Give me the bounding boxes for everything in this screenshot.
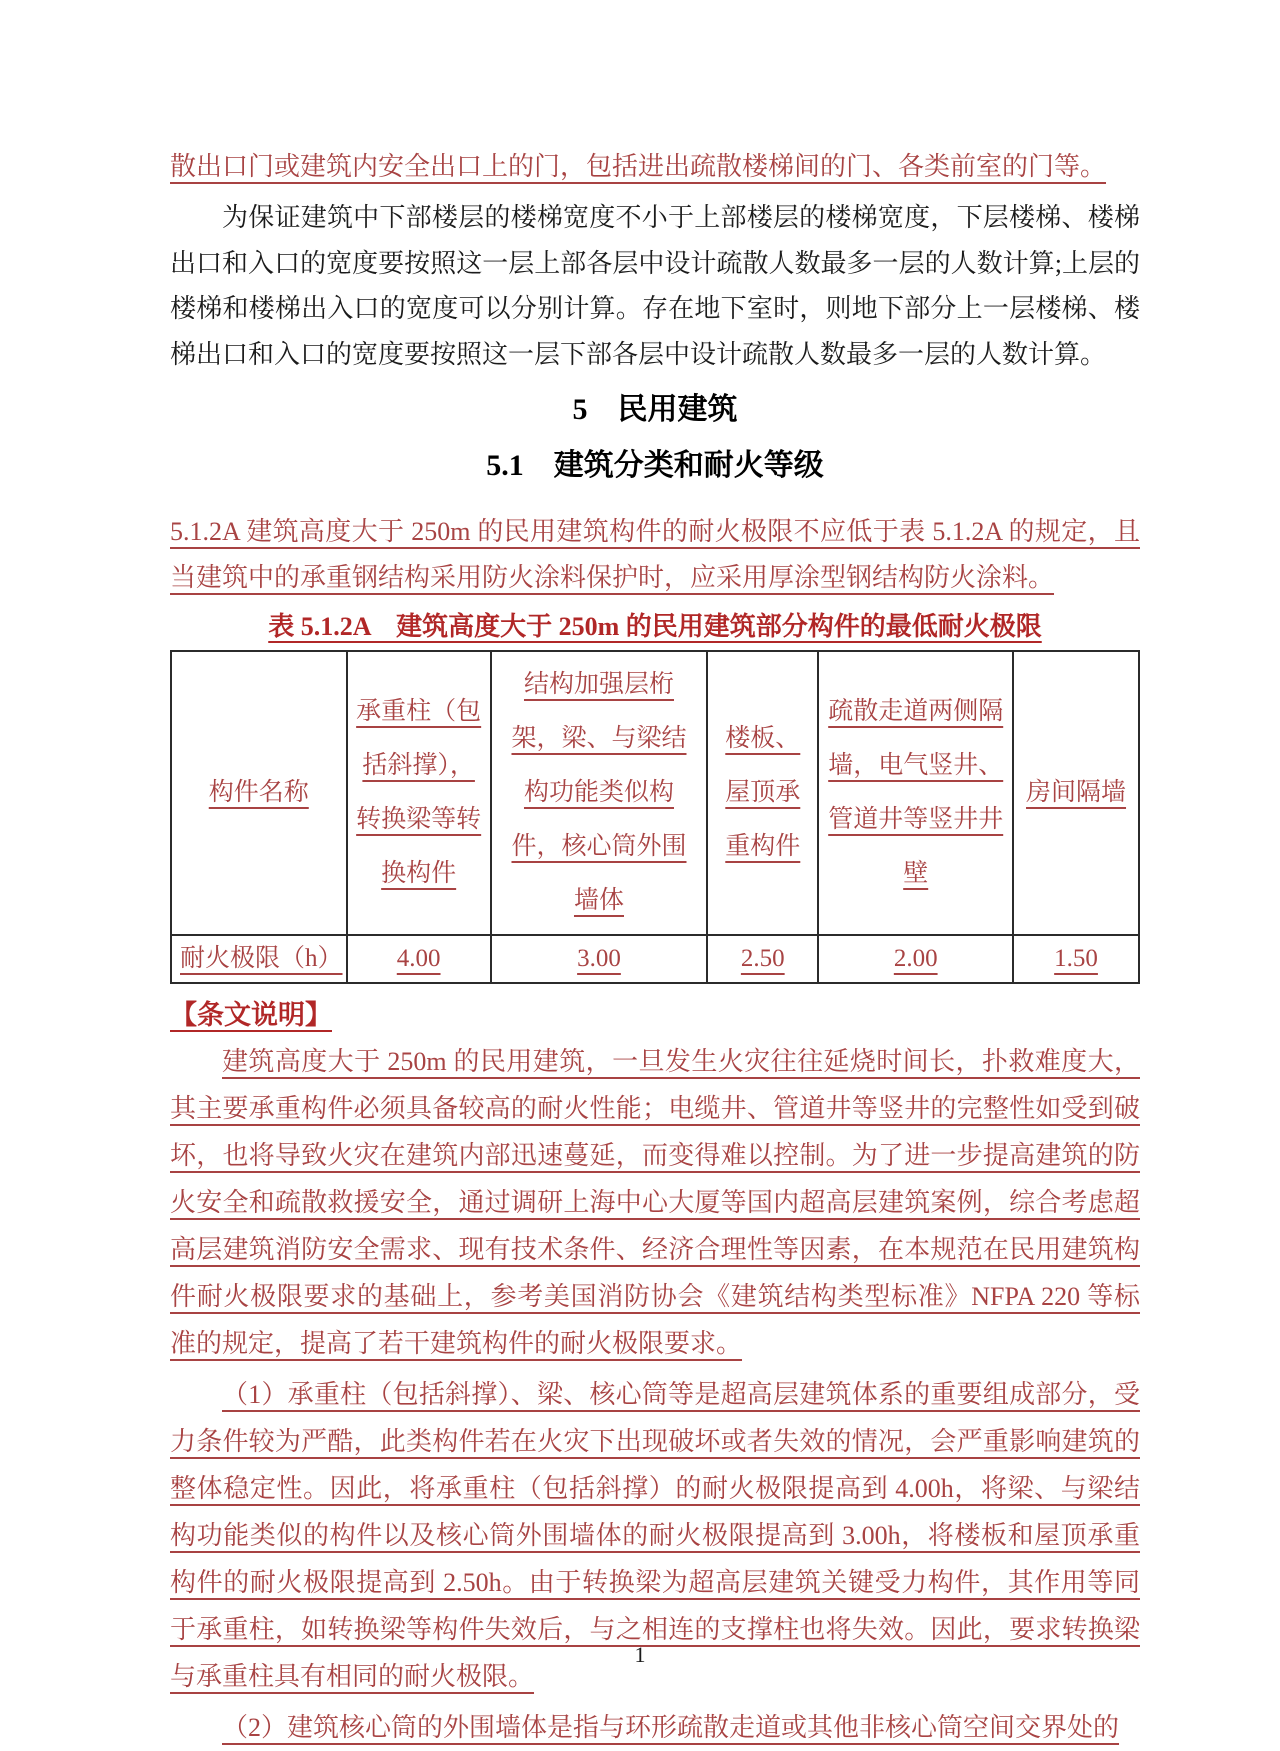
fire-limit-value-cell	[491, 935, 707, 983]
header-component-name-label: 构件名称	[208, 779, 309, 806]
page-number: 1	[634, 1642, 646, 1667]
table-data-row	[171, 935, 1139, 983]
stair-width-paragraph: 为保证建筑中下部楼层的楼梯宽度不小于上部楼层的楼梯宽度，下层楼梯、楼梯出口和入口的宽度要按照这一层上部各层中设计疏散人数最多一层的人数计算;上层的楼梯和楼梯出入口的宽度可以分别计算。存在地下室时，则地下部分上一层楼梯、楼梯出口和入口的宽度要按照这一层下部各层中设计疏散人数最多一层的人数计算。	[170, 203, 1140, 369]
fire-limit-row-label: 耐火极限（h）	[180, 945, 343, 972]
fire-limit-value-truss: 3.00	[577, 945, 621, 972]
header-load-bearing-columns-label: 承重柱（包括斜撑），转换梁等转换构件	[356, 698, 482, 887]
commentary-paragraph-2: （1）承重柱（包括斜撑）、梁、核心筒等是超高层建筑体系的重要组成部分，受力条件较为严酷，此类构件若在火灾下出现破坏或者失效的情况，会严重影响建筑的整体稳定性。因此，将承重柱（包括斜撑）的耐火极限提高到 4.00h，将梁、与梁结构功能类似的构件以及核心筒外围墙体的耐火极限提高到 3.00h，将楼板和屋顶承重构件的耐火极限提高到 2.50h。由于转换梁为超高层建筑关键受力构件，其作用等同于承重柱，如转换梁等构件失效后，与之相连的支撑柱也将失效。因此，要求转换梁与承重柱具有相同的耐火极限。	[170, 1380, 1140, 1691]
fire-limit-value-cell	[818, 935, 1013, 983]
header-load-bearing-columns	[347, 651, 491, 935]
header-floor-roof-members-label: 楼板、屋顶承重构件	[725, 725, 801, 860]
commentary-section-label: 【条文说明】	[170, 1000, 332, 1030]
fire-limit-value-cell	[707, 935, 818, 983]
fire-limit-row-label-cell	[171, 935, 347, 983]
header-corridor-shaft-walls	[818, 651, 1013, 935]
fire-limit-value-floor: 2.50	[740, 945, 785, 972]
clause-5-1-2A: 5.1.2A 建筑高度大于 250m 的民用建筑构件的耐火极限不应低于表 5.1.2A 的规定，且当建筑中的承重钢结构采用防火涂料保护时，应采用厚涂型钢结构防火涂料。	[170, 517, 1140, 592]
fire-resistance-table	[170, 650, 1140, 984]
commentary-paragraph-1: 建筑高度大于 250m 的民用建筑，一旦发生火灾往往延烧时间长，扑救难度大，其主要承重构件必须具备较高的耐火性能；电缆井、管道井等竖井的完整性如受到破坏，也将导致火灾在建筑内部迅速蔓延，而变得难以控制。为了进一步提高建筑的防火安全和疏散救援安全，通过调研上海中心大厦等国内超高层建筑案例，综合考虑超高层建筑消防安全需求、现有技术条件、经济合理性等因素，在本规范在民用建筑构件耐火极限要求的基础上，参考美国消防协会《建筑结构类型标准》NFPA 220 等标准的规定，提高了若干建筑构件的耐火极限要求。	[170, 1047, 1140, 1358]
header-truss-beams-corewall	[491, 651, 707, 935]
fire-limit-value-partition: 1.50	[1054, 945, 1098, 972]
fire-limit-value-columns: 4.00	[396, 945, 441, 972]
chapter-heading: 5 民用建筑	[572, 393, 738, 426]
carryover-red-line: 散出口门或建筑内安全出口上的门，包括进出疏散楼梯间的门、各类前室的门等。	[170, 152, 1107, 181]
table-5-1-2A-title: 表 5.1.2A 建筑高度大于 250m 的民用建筑部分构件的最低耐火极限	[268, 612, 1042, 641]
fire-limit-value-cell	[347, 935, 491, 983]
header-corridor-shaft-walls-label: 疏散走道两侧隔墙，电气竖井、管道井等竖井井壁	[828, 698, 1004, 887]
fire-limit-value-shaft: 2.00	[893, 945, 938, 972]
header-room-partition-label: 房间隔墙	[1026, 779, 1127, 806]
header-room-partition	[1013, 651, 1139, 935]
header-floor-roof-members	[707, 651, 818, 935]
section-heading: 5.1 建筑分类和耐火等级	[486, 449, 824, 482]
header-truss-beams-corewall-label: 结构加强层桁架，梁、与梁结构功能类似构件，核心筒外围墙体	[511, 671, 687, 914]
table-header-row	[171, 651, 1139, 935]
fire-limit-value-cell	[1013, 935, 1139, 983]
commentary-paragraph-3: （2）建筑核心筒的外围墙体是指与环形疏散走道或其他非核心筒空间交界处的	[222, 1713, 1120, 1742]
header-component-name	[171, 651, 347, 935]
